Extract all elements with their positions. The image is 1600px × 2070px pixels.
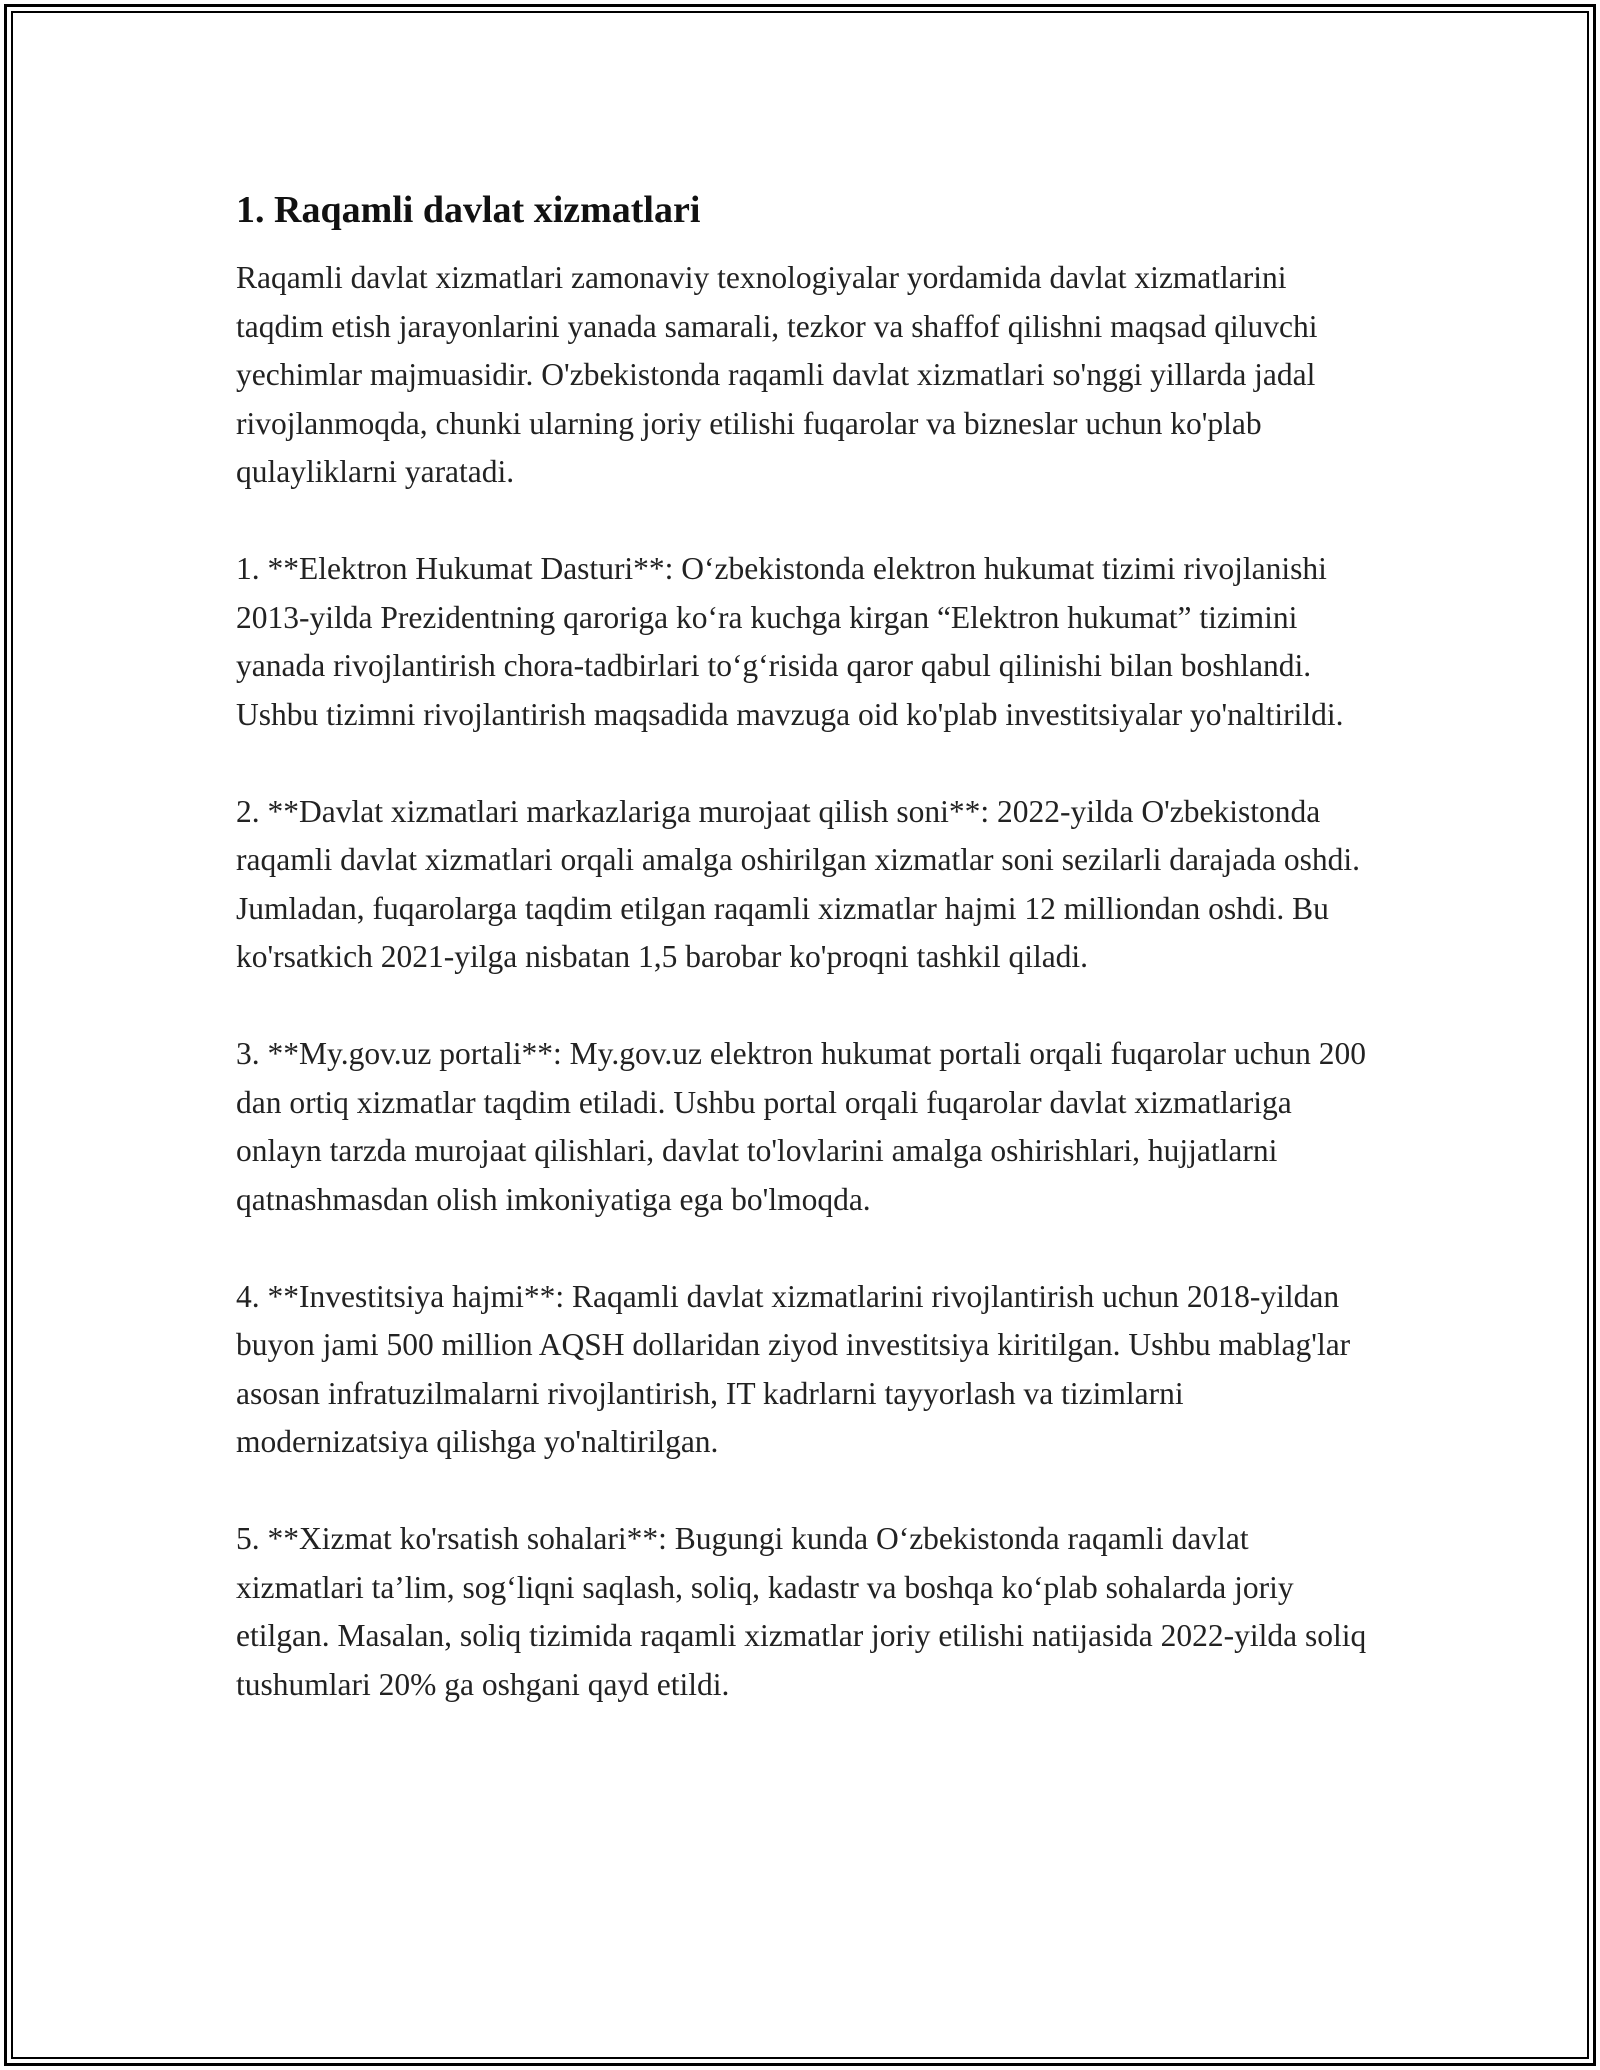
intro-paragraph: Raqamli davlat xizmatlari zamonaviy texnologiyalar yordamida davlat xizmatlarini taqdim etish jarayonlarini yanada samarali, tezkor va shaffof qilishni maqsad qiluvchi yechimlar majmuasidir. O'zbekistonda raqamli davlat xizmatlari so'nggi yillarda jadal rivojlanmoqda, chunki ularning joriy etilishi fuqarolar va bizneslar uchun ko'plab qulayliklarni yaratadi. bbox=[236, 260, 1318, 489]
paragraph-e-government: 1. **Elektron Hukumat Dasturi**: O‘zbekistonda elektron hukumat tizimi rivojlanishi 2013-yilda Prezidentning qaroriga ko‘ra kuchga kirgan “Elektron hukumat” tizimini yanada rivojlantirish chora-tadbirlari to‘g‘risida qaror qabul qilinishi bilan boshlandi. Ushbu tizimni rivojlantirish maqsadida mavzuga oid ko'plab investitsiyalar yo'naltirildi. bbox=[236, 551, 1344, 732]
document-body bbox=[236, 186, 1376, 1758]
paragraph-service-areas: 5. **Xizmat ko'rsatish sohalari**: Bugungi kunda O‘zbekistonda raqamli davlat xizmatlari ta’lim, sog‘liqni saqlash, soliq, kadastr va boshqa ko‘plab sohalarda joriy etilgan. Masalan, soliq tizimida raqamli xizmatlar joriy etilishi natijasida 2022-yilda soliq tushumlari 20% ga oshgani qayd etildi. bbox=[236, 1521, 1367, 1702]
paragraph-service-centers: 2. **Davlat xizmatlari markazlariga murojaat qilish soni**: 2022-yilda O'zbekistonda raqamli davlat xizmatlari orqali amalga oshirilgan xizmatlar soni sezilarli darajada oshdi. Jumladan, fuqarolarga taqdim etilgan raqamli xizmatlar hajmi 12 milliondan oshdi. Bu ko'rsatkich 2021-yilga nisbatan 1,5 barobar ko'proqni tashkil qiladi. bbox=[236, 793, 1360, 974]
paragraph-mygov-portal: 3. **My.gov.uz portali**: My.gov.uz elektron hukumat portali orqali fuqarolar uchun 200 dan ortiq xizmatlar taqdim etiladi. Ushbu portal orqali fuqarolar davlat xizmatlariga onlayn tarzda murojaat qilishlari, davlat to'lovlarini amalga oshirishlari, hujjatlarni qatnashmasdan olish imkoniyatiga ega bo'lmoqda. bbox=[236, 1036, 1366, 1217]
section-heading: 1. Raqamli davlat xizmatlari bbox=[236, 189, 701, 231]
paragraph-investment: 4. **Investitsiya hajmi**: Raqamli davlat xizmatlarini rivojlantirish uchun 2018-yildan buyon jami 500 million AQSH dollaridan ziyod investitsiya kiritilgan. Ushbu mablag'lar asosan infratuzilmalarni rivojlantirish, IT kadrlarni tayyorlash va tizimlarni modernizatsiya qilishga yo'naltirilgan. bbox=[236, 1278, 1351, 1459]
